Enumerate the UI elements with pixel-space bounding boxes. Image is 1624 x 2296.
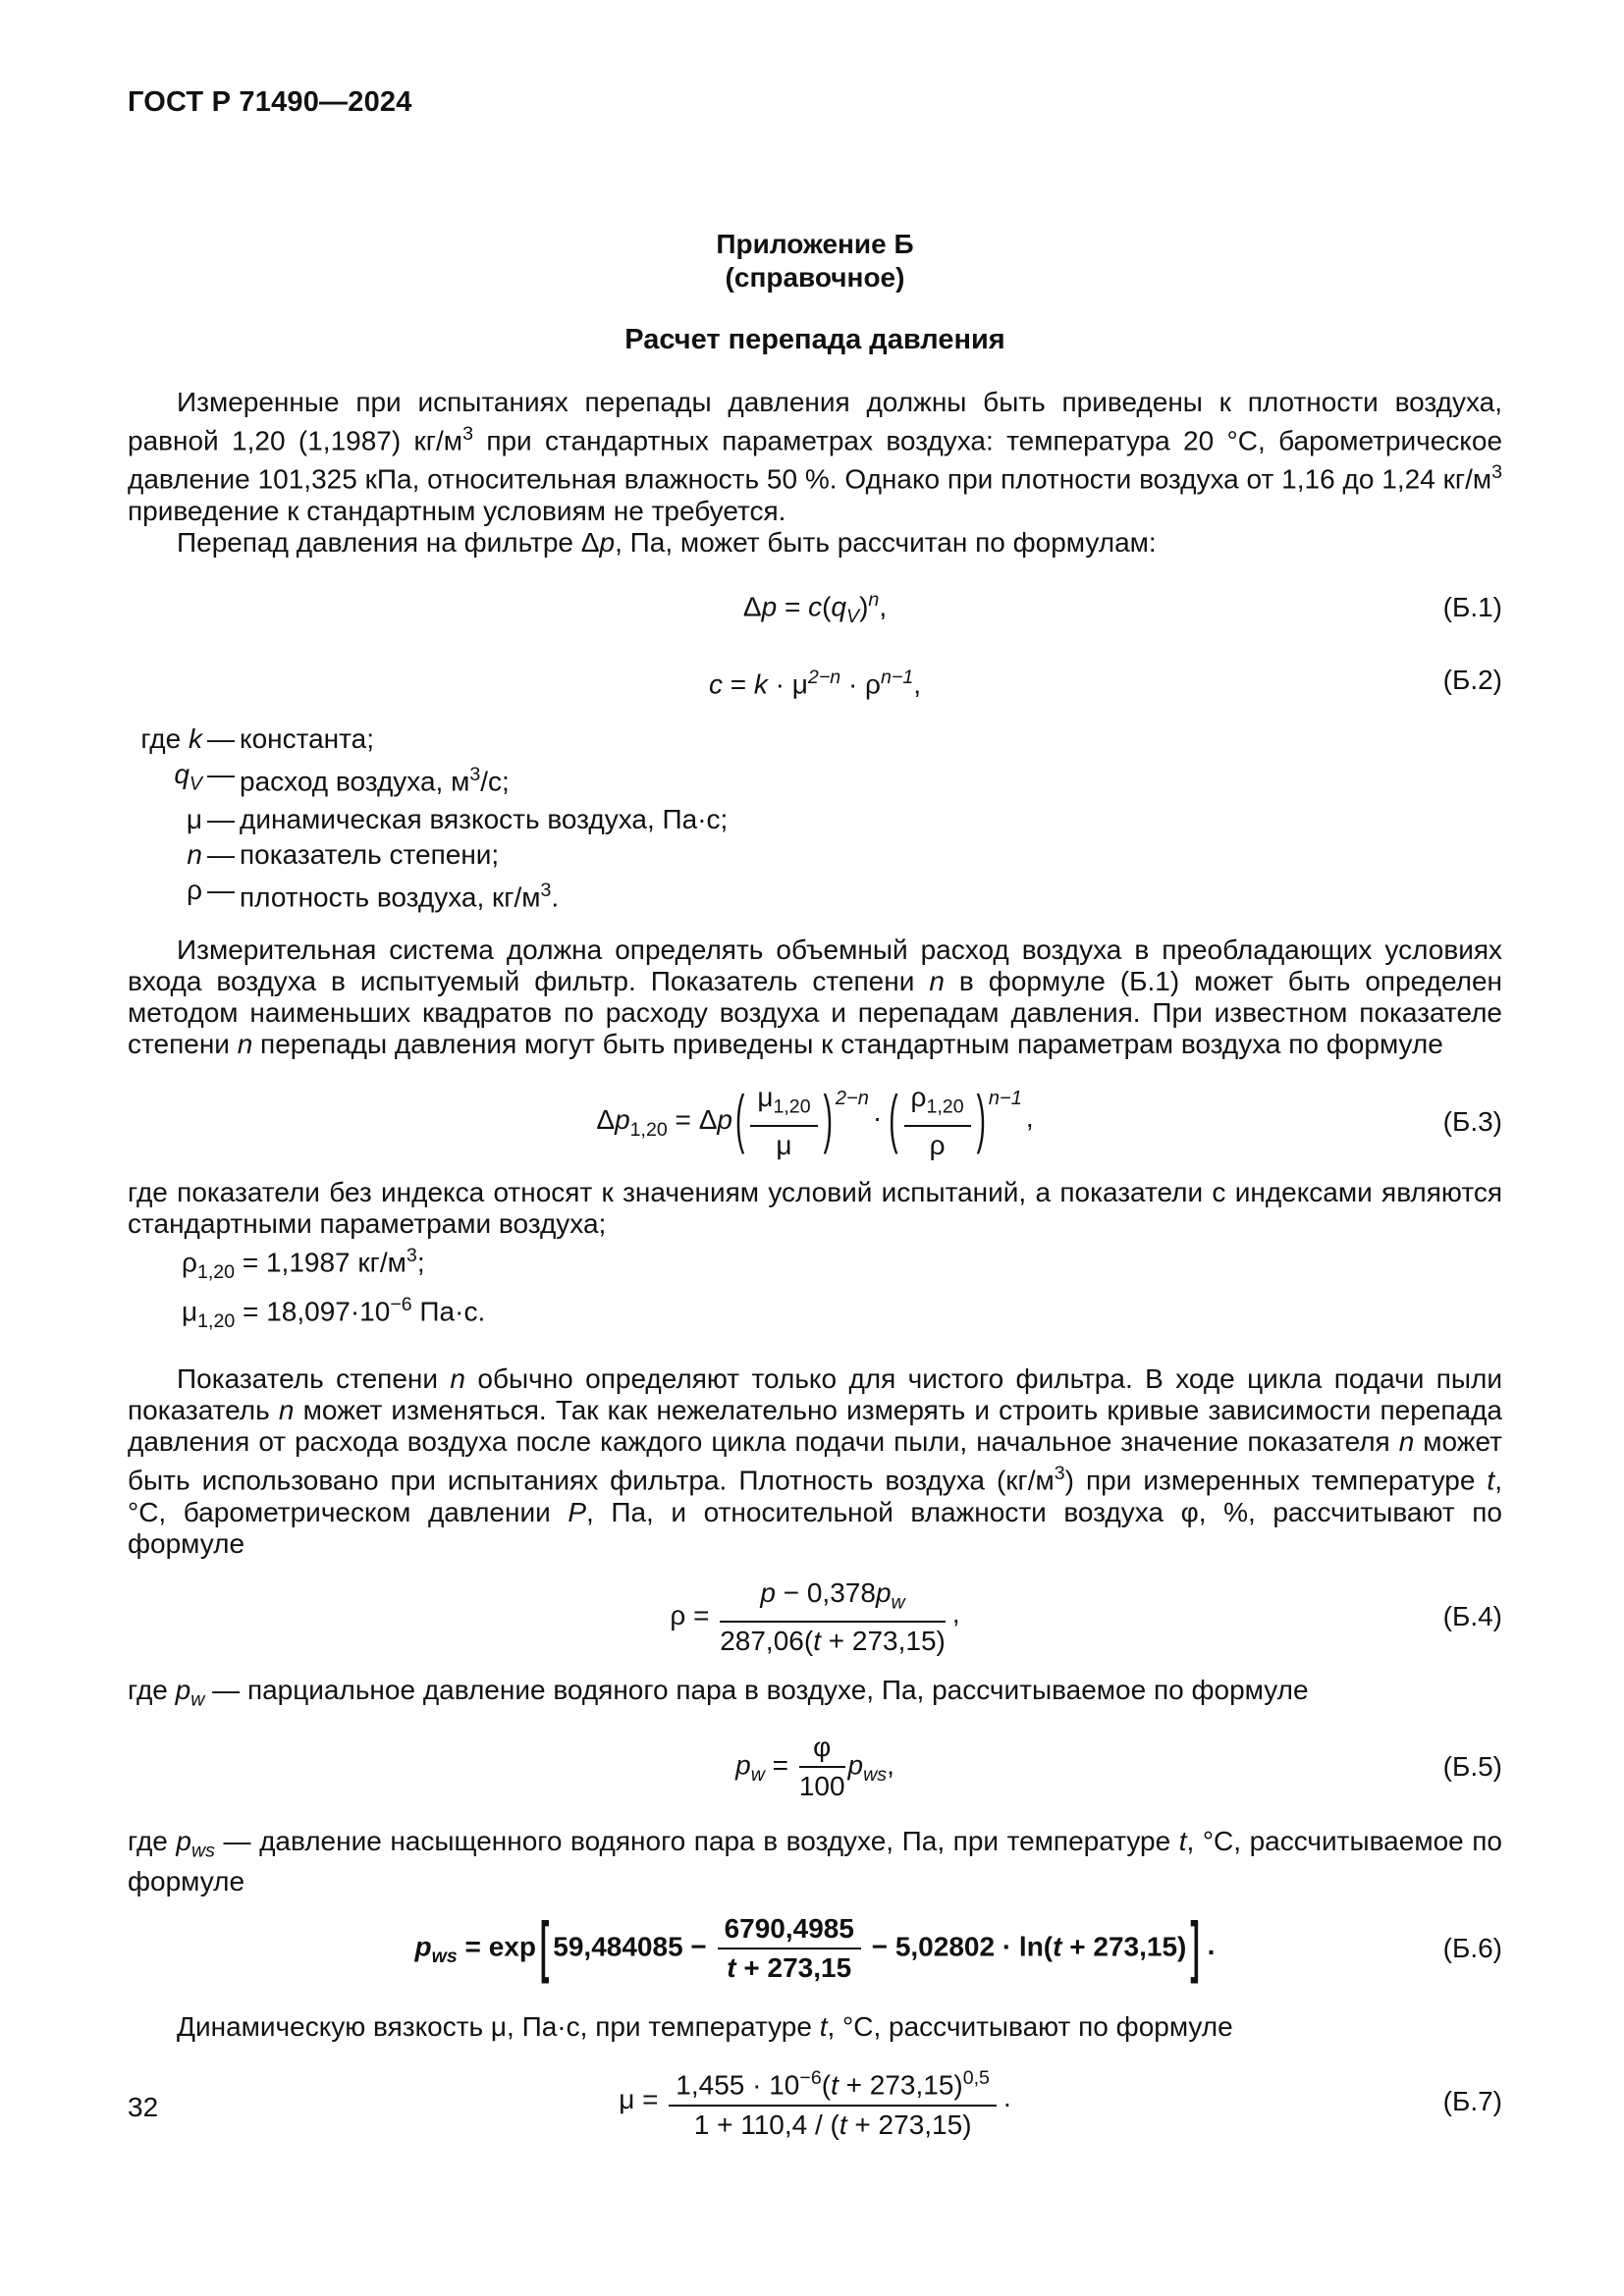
formula-label-b7: (Б.7) bbox=[1442, 2086, 1502, 2117]
paragraph-pws-note: где $p_{ws}$ — давление насыщенного водяного пара в воздухе, Па, при температуре t, °С, рассчитываемое по формуле bbox=[128, 1825, 1503, 1897]
std-value-rho: $\rho_{1,20} = 1,1987$ $кг/м^3$; bbox=[182, 1245, 425, 1284]
paragraph-intro: Измеренные при испытаниях перепады давления должны быть приведены к плотности воздуха, равной 1,20 (1,1987) $кг/м^3$ при стандартных параметрах воздуха: температура 20 °С, барометрическое давление 101,325 кПа, относительная влажность 50 %. Однако при плотности воздуха от 1,16 до 1,24 $кг/м^3$ приведение к стандартным условиям не требуется. bbox=[128, 387, 1503, 526]
where-row-k: где k — константа; bbox=[128, 721, 1502, 757]
dash: — bbox=[207, 722, 235, 754]
appendix-note: (справочное) bbox=[725, 262, 905, 293]
dash: — bbox=[207, 758, 235, 789]
formula-b5: $p_w$ = $\frac{\varphi}{100}$ $p_{ws}$, (Б.5) bbox=[735, 1731, 1502, 1801]
definition: константа; bbox=[240, 722, 375, 754]
formula-label-b3: (Б.3) bbox=[1442, 1105, 1502, 1137]
where-row-mu: μ — динамическая вязкость воздуха, Па·с; bbox=[128, 802, 1502, 837]
dash: — bbox=[207, 803, 235, 834]
definition: динамическая вязкость воздуха, Па·с; bbox=[240, 803, 729, 834]
paragraph-exponent-note: Показатель степени n обычно определяют только для чистого фильтра. В ходе цикла подачи пыли показатель n может изменяться. Так как нежелательно измерять и строить кривые зависимости перепада давления от расхода воздуха после каждого цикла подачи пыли, начальное значение показателя n может быть использовано при испытаниях фильтра. Плотность воздуха $(кг/м^3)$ при измеренных температуре t, °С, барометрическом давлении P, Па, и относительной влажности воздуха φ, %, рассчитывают по формуле bbox=[128, 1363, 1503, 1559]
formula-b2: $c = k \cdot \mu^{2-n} \cdot \rho^{n-1}$, (Б.2) bbox=[708, 665, 1502, 699]
paragraph-indices-note: где показатели без индекса относят к значениям условий испытаний, а показатели с индексами являются стандартными параметрами воздуха; bbox=[128, 1177, 1502, 1240]
formula-b7: μ = $\frac{1,455 \cdot 10^{-6}(t + 273,15)^{0,5}}{1 + 110,4 / (t + 273,15)}$ . (Б.7) bbox=[128, 2062, 1502, 2140]
paragraph-measuring-system: Измерительная система должна определять объемный расход воздуха в преобладающих условиях входа воздуха в испытуемый фильтр. Показатель степени n в формуле (Б.1) может быть определен методом наименьших квадратов по расходу воздуха и перепадам давления. При известном показателе степени n перепады давления могут быть приведены к стандартным параметрам воздуха по формуле bbox=[128, 934, 1502, 1059]
page-header: ГОСТ Р 71490—2024 bbox=[128, 86, 412, 118]
where-row-qv: $q_V$ — расход воздуха, $м^3/с$; bbox=[128, 757, 1502, 802]
definition: расход воздуха, $м^3/с$; bbox=[240, 763, 510, 797]
where-list bbox=[128, 721, 1502, 915]
formula-label-b4: (Б.4) bbox=[1442, 1601, 1502, 1632]
appendix-title: Расчет перепада давления bbox=[624, 324, 1005, 355]
formula-label-b1: (Б.1) bbox=[1442, 592, 1502, 623]
std-value-mu: $\mu_{1,20} = 18,097\cdot 10^{-6}$ Па·с. bbox=[182, 1294, 486, 1333]
dash: — bbox=[207, 874, 235, 905]
formula-b3: $\Delta p_{1,20} = \Delta p$ ( $\frac{\mu_{1,20}}{\mu}$ ) $^{2-n}$· ( $\frac{\rho_{1,20}}{\rho}$ ) $^{n-1}$, (Б.3) bbox=[596, 1081, 1502, 1161]
formula-label-b2: (Б.2) bbox=[1442, 665, 1502, 696]
appendix-label: Приложение Б bbox=[716, 229, 914, 259]
dash: — bbox=[207, 838, 235, 870]
formula-label-b5: (Б.5) bbox=[1442, 1750, 1502, 1782]
paragraph-viscosity-note: Динамическую вязкость μ, Па·с, при температуре t, °С, рассчитывают по формуле bbox=[177, 2011, 1233, 2043]
definition: показатель степени; bbox=[240, 838, 500, 870]
where-row-rho: ρ — плотность воздуха, $кг/м^3$. bbox=[128, 873, 1502, 915]
formula-label-b6: (Б.6) bbox=[1442, 1933, 1502, 1964]
appendix-heading bbox=[128, 228, 1502, 294]
formula-b4: ρ = $\frac{p - 0,378p_w}{287,06(t + 273,15)}$ , (Б.4) bbox=[670, 1576, 1502, 1657]
paragraph-pw-note: где $p_w$ — парциальное давление водяного пара в воздухе, Па, рассчитываемое по формуле bbox=[128, 1675, 1309, 1711]
paragraph-formula-intro: Перепад давления на фильтре Δp, Па, может быть рассчитан по формулам: bbox=[177, 526, 1157, 558]
definition: плотность воздуха, $кг/м^3$. bbox=[240, 879, 560, 912]
formula-b6: $p_{ws} = \exp$ [ 59,484085 − $\frac{6790,4985}{t + 273,15}$ − 5,02802 · ln(t + 273,15) ] . (Б.6) bbox=[414, 1908, 1502, 1984]
page-number: 32 bbox=[128, 2092, 159, 2122]
where-row-n: n — показатель степени; bbox=[128, 837, 1502, 873]
formula-b1: $\Delta p = c(q_V)^n$, (Б.1) bbox=[742, 588, 1502, 627]
